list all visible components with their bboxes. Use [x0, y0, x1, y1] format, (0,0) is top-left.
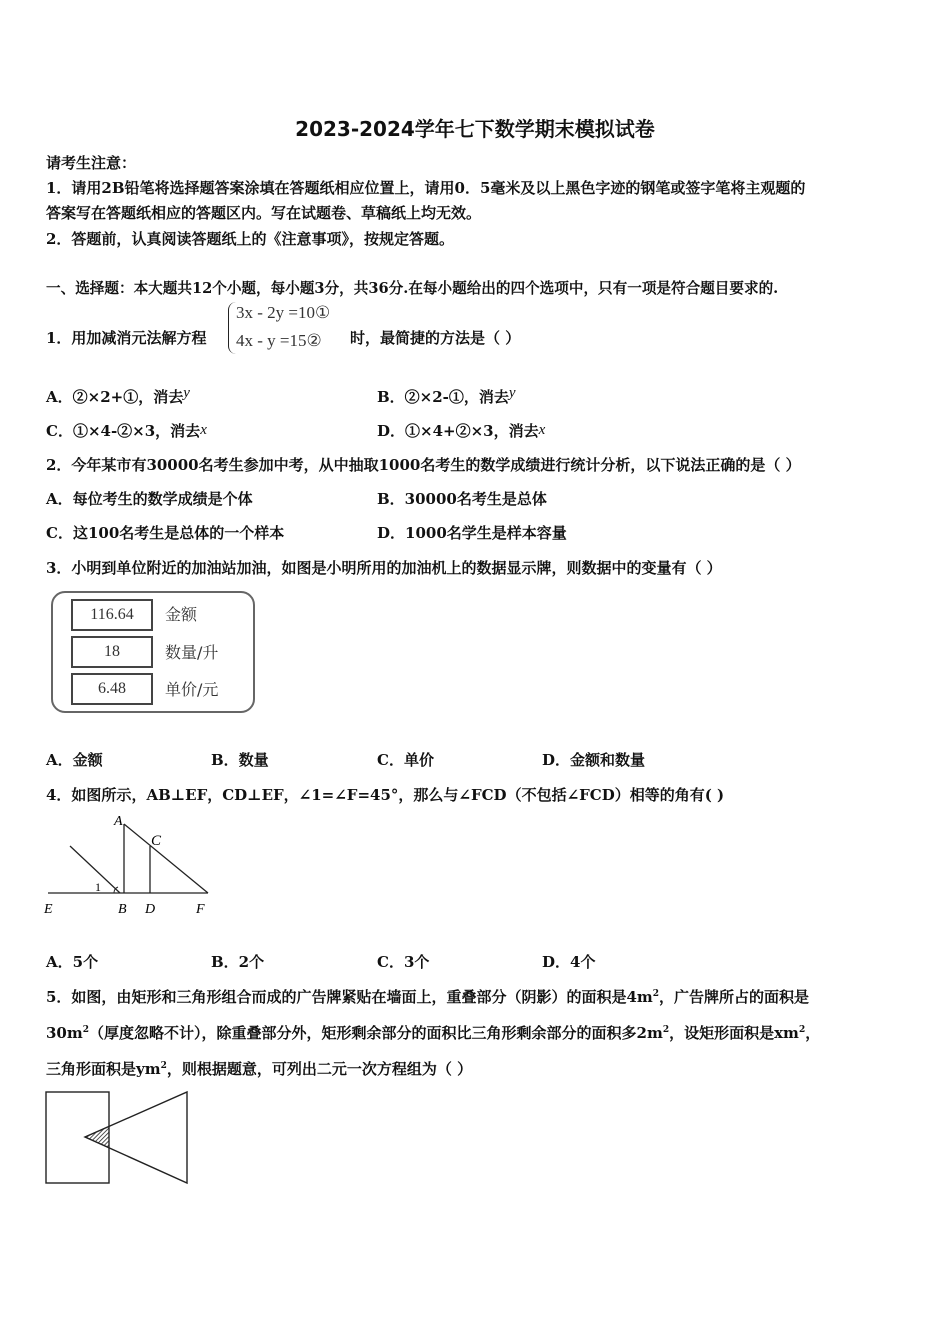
q3-option-a[interactable]: A．金额	[46, 751, 103, 769]
pump-amount-label: 金额	[165, 605, 198, 624]
q4-option-d[interactable]: D．4个	[542, 953, 596, 971]
q1-stem-suffix: 时，最简捷的方法是（ ）	[350, 329, 521, 347]
page-title: 2023-2024学年七下数学期末模拟试卷	[295, 117, 655, 141]
q4-option-c[interactable]: C．3个	[377, 953, 430, 971]
q5-line-3-a: 三角形面积是ym	[46, 1060, 161, 1078]
q4-option-b[interactable]: B．2个	[211, 953, 265, 971]
q1-option-a-var: y	[183, 385, 190, 401]
q2-option-a[interactable]: A．每位考生的数学成绩是个体	[46, 490, 253, 508]
label-d: D	[145, 902, 156, 917]
fuel-pump-display	[51, 591, 255, 713]
label-e: E	[44, 902, 53, 917]
q5-line-2-c: ，设矩形面积是xm	[669, 1024, 799, 1042]
label-c: C	[151, 833, 162, 849]
q5-sup-1: 2	[652, 989, 660, 999]
pump-quantity-value: 18	[71, 636, 153, 668]
q1-equation-2: 4x - y =15②	[236, 331, 322, 350]
q5-line-1-a: 5．如图，由矩形和三角形组合而成的广告牌紧贴在墙面上，重叠部分（阴影）的面积是4m	[46, 988, 653, 1006]
q2-option-b[interactable]: B．30000名考生是总体	[377, 490, 547, 508]
notice-item-1-line-2: 答案写在答题纸相应的答题区内。写在试题卷、草稿纸上均无效。	[46, 204, 482, 222]
section-1-heading: 一、选择题：本大题共12个小题，每小题3分，共36分.在每小题给出的四个选项中，只有一项是符合题目要求的.	[46, 280, 779, 297]
pump-quantity-label: 数量/升	[165, 643, 219, 662]
q1-option-b-var: y	[508, 385, 516, 401]
q1-equation-1: 3x - 2y =10①	[236, 303, 331, 322]
q1-option-b[interactable]	[377, 386, 516, 407]
q5-line-1-b: ，广告牌所占的面积是	[659, 988, 810, 1006]
q1-option-c-text: C．①×4-②×3，消去	[46, 422, 201, 440]
pump-price-label: 单价/元	[165, 680, 219, 699]
q5-sup-2: 2	[82, 1025, 90, 1035]
q5-line-1	[46, 986, 809, 1007]
q1-stem-prefix: 1．用加减消元法解方程	[46, 329, 207, 347]
q2-stem: 2．今年某市有30000名考生参加中考，从中抽取1000名考生的数学成绩进行统计分析，以下说法正确的是（ ）	[46, 456, 801, 474]
label-angle-1: 1	[95, 880, 101, 894]
billboard-figure	[40, 1086, 195, 1190]
q5-line-2-b: （厚度忽略不计），除重叠部分外，矩形剩余部分的面积比三角形剩余部分的面积多2m	[89, 1024, 663, 1042]
label-f: F	[196, 902, 205, 917]
q5-line-2-a: 30m	[46, 1024, 83, 1042]
q3-option-d[interactable]: D．金额和数量	[542, 751, 646, 769]
q5-line-3-b: ，则根据题意，可列出二元一次方程组为（ ）	[166, 1060, 473, 1078]
q5-sup-3: 2	[662, 1025, 670, 1035]
q1-option-d[interactable]	[377, 420, 545, 441]
q3-option-b[interactable]: B．数量	[211, 751, 269, 769]
q4-stem: 4．如图所示，AB⊥EF，CD⊥EF，∠1=∠F=45°，那么与∠FCD（不包括∠FCD）相等的角有( )	[46, 786, 725, 804]
line-af	[124, 824, 208, 893]
q3-option-c[interactable]: C．单价	[377, 751, 434, 769]
q1-option-d-text: D．①×4+②×3，消去	[377, 422, 539, 440]
pump-price-value: 6.48	[71, 673, 153, 705]
notice-item-2: 2．答题前，认真阅读答题纸上的《注意事项》，按规定答题。	[46, 230, 454, 248]
q2-option-c[interactable]: C．这100名考生是总体的一个样本	[46, 524, 285, 542]
q1-option-b-text: B．②×2-①，消去	[377, 388, 509, 406]
q4-option-a[interactable]: A．5个	[46, 953, 99, 971]
q5-line-2	[46, 1022, 820, 1043]
q2-option-d[interactable]: D．1000名学生是样本容量	[377, 524, 567, 542]
overlap-shaded-region	[85, 1126, 109, 1147]
notice-heading: 请考生注意：	[46, 154, 137, 172]
q5-sup-4: 2	[798, 1025, 806, 1035]
q5-line-2-d: ，	[805, 1024, 821, 1042]
q5-sup-5: 2	[160, 1061, 167, 1071]
q1-option-a[interactable]	[46, 386, 190, 407]
q1-option-a-text: A．②×2+①，消去	[46, 388, 184, 406]
label-a: A	[114, 814, 123, 829]
pump-amount-value: 116.64	[71, 599, 153, 631]
q1-option-d-var: x	[538, 422, 546, 438]
q1-option-c-var: x	[200, 422, 207, 438]
q5-line-3	[46, 1058, 472, 1079]
q1-option-c[interactable]	[46, 420, 207, 441]
geometry-figure	[40, 810, 220, 920]
label-b: B	[118, 902, 127, 917]
q3-stem: 3．小明到单位附近的加油站加油，如图是小明所用的加油机上的数据显示牌，则数据中的变量有（ ）	[46, 559, 722, 577]
notice-item-1-line-1: 1．请用2B铅笔将选择题答案涂填在答题纸相应位置上，请用0．5毫米及以上黑色字迹的钢笔或签字笔将主观题的	[46, 179, 806, 197]
